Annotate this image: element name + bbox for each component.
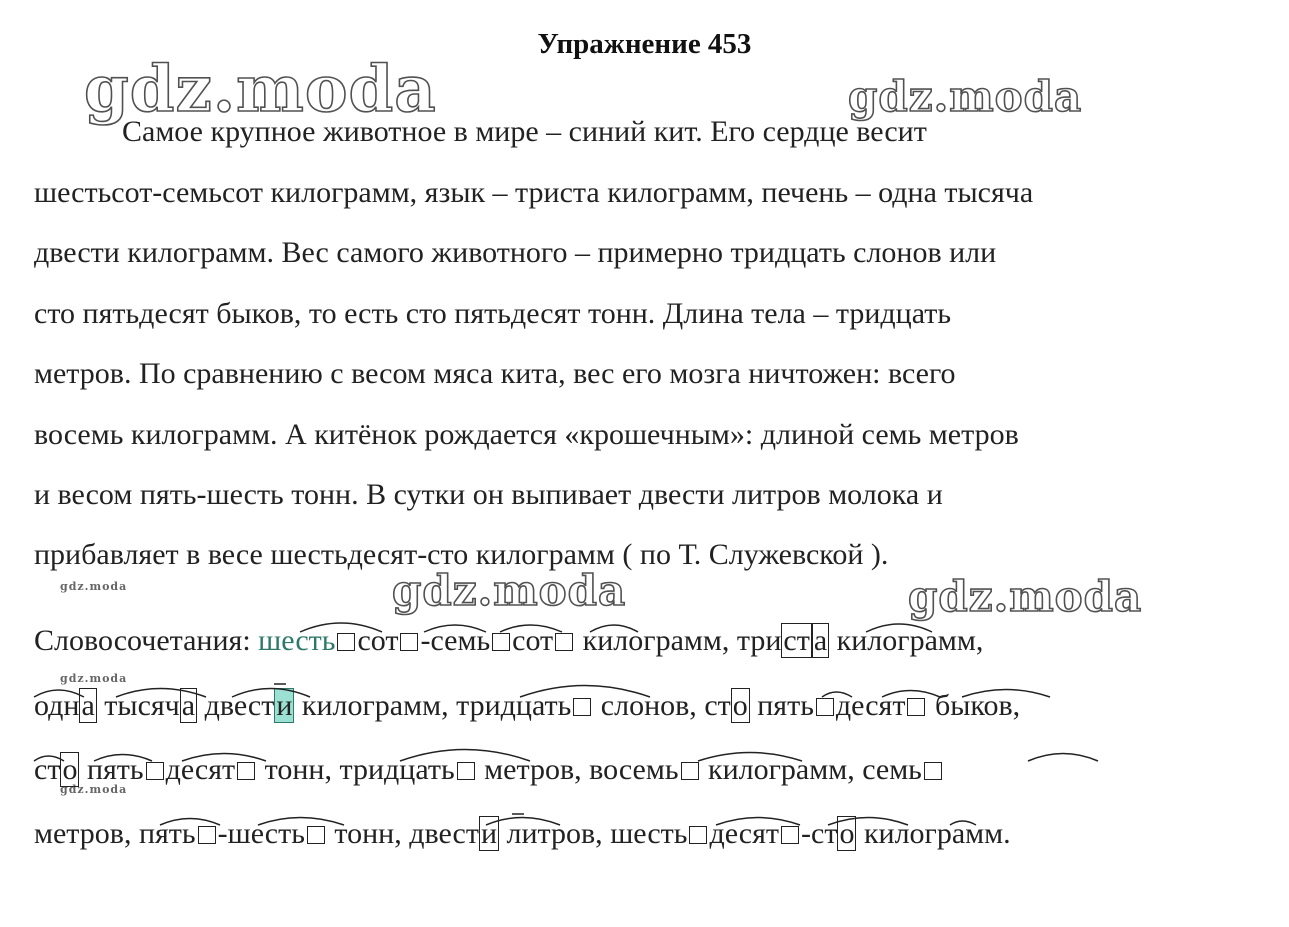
text-line: и весом пять-шесть тонн. В сутки он выпивает двести литров молока и (34, 478, 943, 511)
phrases-line-2 (34, 688, 1020, 724)
null-ending-box (307, 826, 325, 844)
null-ending-box (198, 826, 216, 844)
ending-box: о (62, 753, 78, 786)
word-part: шесть (610, 817, 688, 850)
word-part: семь (862, 753, 922, 786)
watermark: gdz.moda (60, 580, 128, 593)
word-part: ст (704, 689, 731, 722)
phrases-line-4 (34, 816, 1011, 852)
null-ending-box (816, 698, 834, 716)
word-part: ст (34, 753, 61, 786)
ending-box: а (181, 689, 196, 722)
word-part: тысяч (104, 689, 180, 722)
null-ending-box (689, 826, 707, 844)
word: литров, (506, 817, 603, 850)
word: килограмм, (836, 624, 984, 657)
ending-box: а (81, 689, 95, 722)
word: тонн, (264, 753, 332, 786)
ending-box: и (276, 689, 293, 722)
text-line: двести килограмм. Вес самого животного – примерно тридцать слонов или (34, 236, 997, 269)
null-ending-box (907, 698, 925, 716)
null-ending-box (400, 633, 418, 651)
null-ending-box (555, 633, 573, 651)
null-ending-box (492, 633, 510, 651)
word-part: десят (709, 817, 780, 850)
word: метров, (484, 753, 582, 786)
word: тонн, (334, 817, 402, 850)
null-ending-box (237, 762, 255, 780)
phrases-line-3 (34, 752, 944, 788)
word-part: тридцать (339, 753, 455, 786)
watermark: gdz.moda (60, 783, 128, 796)
exercise-title: Упражнение 453 (537, 28, 752, 60)
word-part: три (736, 624, 782, 657)
word-part: десят (165, 753, 236, 786)
text-line: метров. По сравнению с весом мяса кита, вес его мозга ничтожен: всего (34, 357, 956, 390)
null-ending-box (146, 762, 164, 780)
word-part: двест (409, 817, 479, 850)
word-part: -ст (801, 817, 838, 850)
word: килограмм, (582, 624, 730, 657)
word: килограмм, (301, 689, 449, 722)
text-line: прибавляет в весе шестьдесят-сто килограмм ( по Т. Служевской ). (34, 538, 889, 571)
text-line: сто пятьдесят быков, то есть сто пятьдесят тонн. Длина тела – тридцать (34, 297, 952, 330)
watermark: gdz.moda (392, 566, 627, 615)
root-arc (1028, 754, 1098, 762)
word-part: ст (783, 624, 810, 657)
null-ending-box (337, 633, 355, 651)
text-line: восемь килограмм. А китёнок рождается «крошечным»: длиной семь метров (34, 418, 1019, 451)
phrases-label: Словосочетания: (34, 624, 251, 657)
null-ending-box (924, 762, 942, 780)
word-part: пять (138, 817, 196, 850)
watermark: gdz.moda (84, 52, 437, 127)
watermark: gdz.moda (848, 72, 1083, 121)
null-ending-box (781, 826, 799, 844)
word-part: восемь (589, 753, 679, 786)
ending-box: о (839, 817, 855, 850)
null-ending-box (573, 698, 591, 716)
word-part: тридцать (456, 689, 572, 722)
watermark: gdz.moda (60, 672, 128, 685)
text-line: шестьсот-семьсот килограмм, язык – триста килограмм, печень – одна тысяча (34, 176, 1034, 209)
word-part: шесть (258, 624, 336, 657)
word-part: сот (357, 624, 399, 657)
word-part: -шесть (217, 817, 305, 850)
word-part: десят (835, 689, 906, 722)
watermark: gdz.moda (908, 572, 1143, 621)
phrases-line-1 (34, 623, 983, 659)
word-part: -семь (420, 624, 491, 657)
ending-box: о (732, 689, 748, 722)
word: килограмм, (708, 753, 855, 786)
null-ending-box (457, 762, 475, 780)
word-part: двест (204, 689, 275, 722)
word: быков, (934, 689, 1021, 722)
ending-box: а (813, 624, 828, 657)
word-part: пять (757, 689, 814, 722)
null-ending-box (681, 762, 699, 780)
word-part: пять (86, 753, 144, 786)
word-part: сот (512, 624, 554, 657)
word: метров, (34, 817, 132, 850)
word: слонов, (600, 689, 697, 722)
word: килограмм. (863, 817, 1011, 850)
text-line: Самое крупное животное в мире – синий кит. Его сердце весит (122, 115, 927, 148)
word-part: одн (34, 689, 80, 722)
ending-box: и (480, 817, 498, 850)
